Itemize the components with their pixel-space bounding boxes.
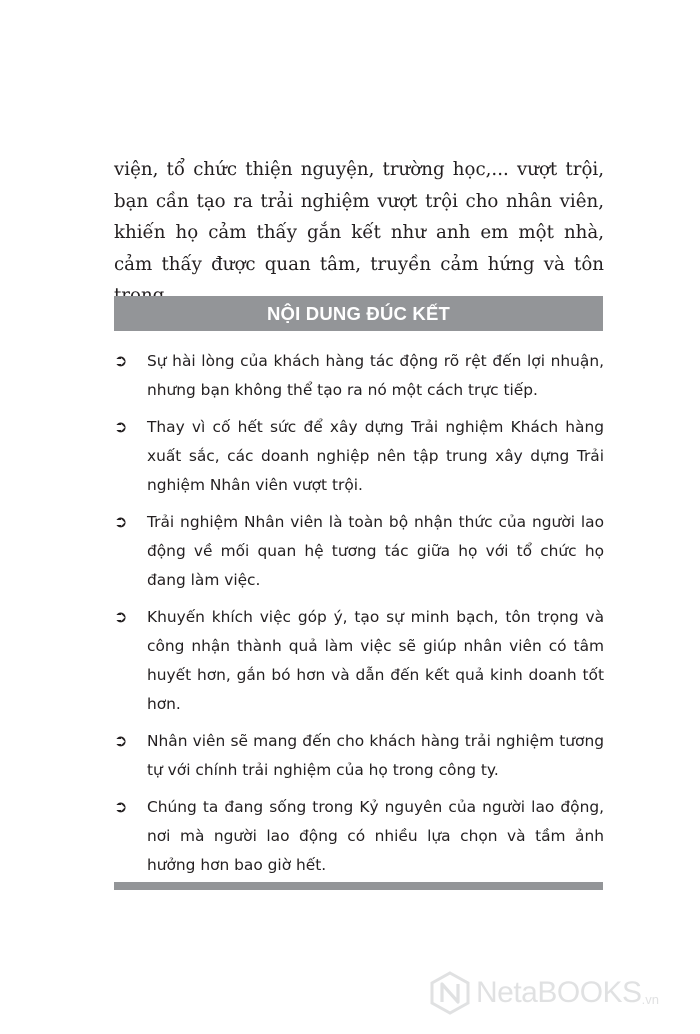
list-item [114, 347, 604, 405]
arrow-bullet-icon: ➲ [114, 607, 128, 626]
netabooks-watermark [428, 971, 659, 1015]
bottom-divider [114, 882, 603, 890]
list-item [114, 603, 604, 719]
intro-paragraph: viện, tổ chức thiện nguyện, trường học,... vượt trội, bạn cần tạo ra trải nghiệm vượt trội cho nhân viên, khiến họ cảm thấy gắn kết như anh em một nhà, cảm thấy được quan tâm, truyền cảm hứng và tôn [114, 159, 604, 275]
section-title: NỘI DUNG ĐÚC KẾT [266, 302, 451, 324]
list-item [114, 727, 604, 785]
arrow-bullet-icon: ➲ [114, 351, 128, 370]
list-item [114, 413, 604, 500]
arrow-bullet-icon: ➲ [114, 417, 128, 436]
list-item [114, 508, 604, 595]
section-banner [114, 296, 603, 331]
list-item [114, 793, 604, 880]
list-item-text: Khuyến khích việc góp ý, tạo sự minh bạch, tôn trọng và công nhận thành quả làm việc sẽ giúp nhân viên có tâm huyết hơn, gắn bó hơn và dẫn đến kết quả kinh doanh tốt hơn. [147, 608, 604, 713]
arrow-bullet-icon: ➲ [114, 731, 128, 750]
arrow-bullet-icon: ➲ [114, 512, 128, 531]
summary-list [114, 347, 604, 888]
list-item-text: Nhân viên sẽ mang đến cho khách hàng trải nghiệm tương tự với chính trải nghiệm của họ trong công ty. [147, 732, 604, 779]
watermark-suffix: .vn [641, 992, 659, 1007]
list-item-text: Thay vì cố hết sức để xây dựng Trải nghiệm Khách hàng xuất sắc, các doanh nghiệp nên tập trung xây dựng Trải nghiệm Nhân viên vượt trội. [147, 418, 604, 494]
list-item-text: Sự hài lòng của khách hàng tác động rõ rệt đến lợi nhuận, nhưng bạn không thể tạo ra nó một cách trực tiếp. [147, 352, 604, 399]
watermark-text: NetaBOOKS [476, 976, 642, 1009]
netabooks-logo-icon [428, 971, 472, 1015]
list-item-text: Chúng ta đang sống trong Kỷ nguyên của người lao động, nơi mà người lao động có nhiều lựa chọn và tầm ảnh hưởng hơn bao giờ hết. [147, 798, 604, 874]
arrow-bullet-icon: ➲ [114, 797, 128, 816]
list-item-text: Trải nghiệm Nhân viên là toàn bộ nhận thức của người lao động về mối quan hệ tương tác giữa họ với tổ chức họ đang làm việc. [147, 513, 604, 589]
